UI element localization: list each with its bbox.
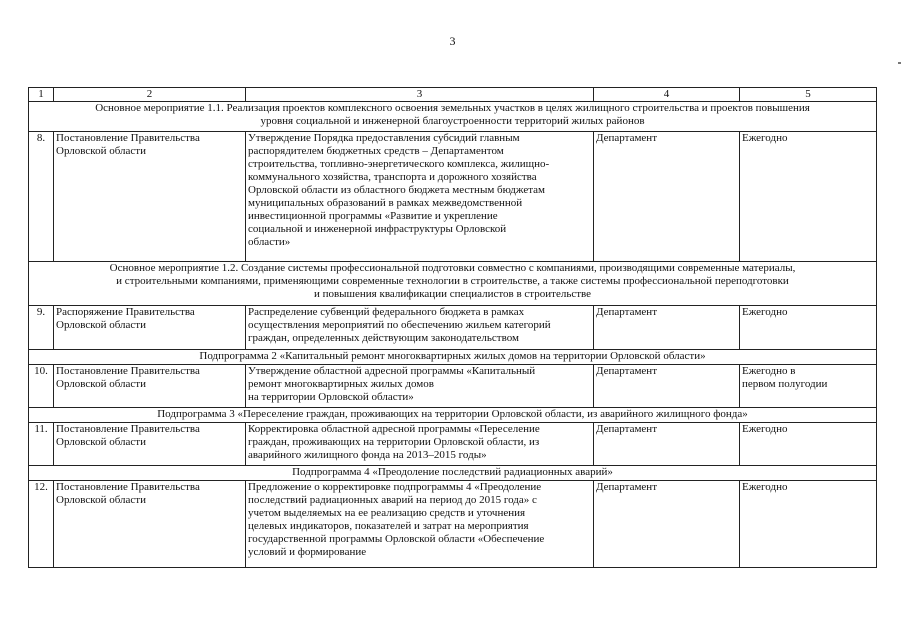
- measures-table: [28, 87, 877, 568]
- page-number: 3: [449, 34, 456, 48]
- executor-cell: Департамент: [594, 132, 740, 262]
- legal-act-cell: Постановление Правительства Орловской области: [54, 481, 246, 568]
- section-heading: Подпрограмма 3 «Переселение граждан, проживающих на территории Орловской области, из аварийного жилищного фонда»: [29, 408, 877, 423]
- term-cell: Ежегодно: [740, 306, 877, 350]
- scan-artifact: [898, 62, 901, 64]
- term-cell: Ежегодно: [740, 481, 877, 568]
- table-row: [29, 481, 877, 568]
- legal-act-cell: Постановление Правительства Орловской области: [54, 365, 246, 408]
- term-cell: Ежегодно: [740, 132, 877, 262]
- section-row: [29, 262, 877, 306]
- term-cell: Ежегодно: [740, 423, 877, 466]
- section-row: [29, 350, 877, 365]
- row-number: 10.: [29, 365, 54, 408]
- header-cell-3: 3: [246, 88, 594, 102]
- description-cell: Распределение субвенций федерального бюджета в рамках осуществления мероприятий по обеспечению жильем категорий граждан, определенных действующим законодательством: [246, 306, 594, 350]
- header-cell-2: 2: [54, 88, 246, 102]
- executor-cell: Департамент: [594, 306, 740, 350]
- table-row: [29, 365, 877, 408]
- row-number: 9.: [29, 306, 54, 350]
- executor-cell: Департамент: [594, 423, 740, 466]
- table-row: [29, 306, 877, 350]
- row-number: 12.: [29, 481, 54, 568]
- row-number: 11.: [29, 423, 54, 466]
- section-row: [29, 102, 877, 132]
- description-cell: Предложение о корректировке подпрограммы 4 «Преодоление последствий радиационных аварий на период до 2015 года» с учетом выделяемых на ее реализацию средств и уточнения целевых индикаторов, показателей и затрат на мероприятия государственной программы Орловской области «Обеспечение условий и формирование: [246, 481, 594, 568]
- table-row: [29, 132, 877, 262]
- section-heading: Основное мероприятие 1.2. Создание системы профессиональной подготовки совместно с компаниями, производящими современные материалы, и строительными компаниями, применяющими современные технологии в строительстве, а также системы профессиональной переподготовки и повышения квалификации специалистов в строительстве: [29, 262, 877, 306]
- section-row: [29, 408, 877, 423]
- header-cell-5: 5: [740, 88, 877, 102]
- description-cell: Корректировка областной адресной программы «Переселение граждан, проживающих на территории Орловской области, из аварийного жилищного фонда на 2013–2015 годы»: [246, 423, 594, 466]
- header-row: [29, 88, 877, 102]
- legal-act-cell: Постановление Правительства Орловской области: [54, 423, 246, 466]
- section-heading: Подпрограмма 2 «Капитальный ремонт многоквартирных жилых домов на территории Орловской области»: [29, 350, 877, 365]
- executor-cell: Департамент: [594, 365, 740, 408]
- row-number: 8.: [29, 132, 54, 262]
- section-row: [29, 466, 877, 481]
- section-heading: Подпрограмма 4 «Преодоление последствий радиационных аварий»: [29, 466, 877, 481]
- header-cell-1: 1: [29, 88, 54, 102]
- header-cell-4: 4: [594, 88, 740, 102]
- executor-cell: Департамент: [594, 481, 740, 568]
- term-cell: Ежегодно в первом полугодии: [740, 365, 877, 408]
- legal-act-cell: Распоряжение Правительства Орловской области: [54, 306, 246, 350]
- table-row: [29, 423, 877, 466]
- description-cell: Утверждение Порядка предоставления субсидий главным распорядителем бюджетных средств – Департаментом строительства, топливно-энергетического комплекса, жилищно- коммунального хозяйства, транспорта и дорожного хозяйства Орловской области из областного бюджета местным бюджетам муниципальных образований в рамках межведомственной инвестиционной программы «Развитие и укрепление социальной и инженерной инфраструктуры Орловской области»: [246, 132, 594, 262]
- section-heading: Основное мероприятие 1.1. Реализация проектов комплексного освоения земельных участков в целях жилищного строительства и проектов повышения уровня социальной и инженерной благоустроенности территорий жилых районов: [29, 102, 877, 132]
- legal-act-cell: Постановление Правительства Орловской области: [54, 132, 246, 262]
- description-cell: Утверждение областной адресной программы «Капитальный ремонт многоквартирных жилых домов на территории Орловской области»: [246, 365, 594, 408]
